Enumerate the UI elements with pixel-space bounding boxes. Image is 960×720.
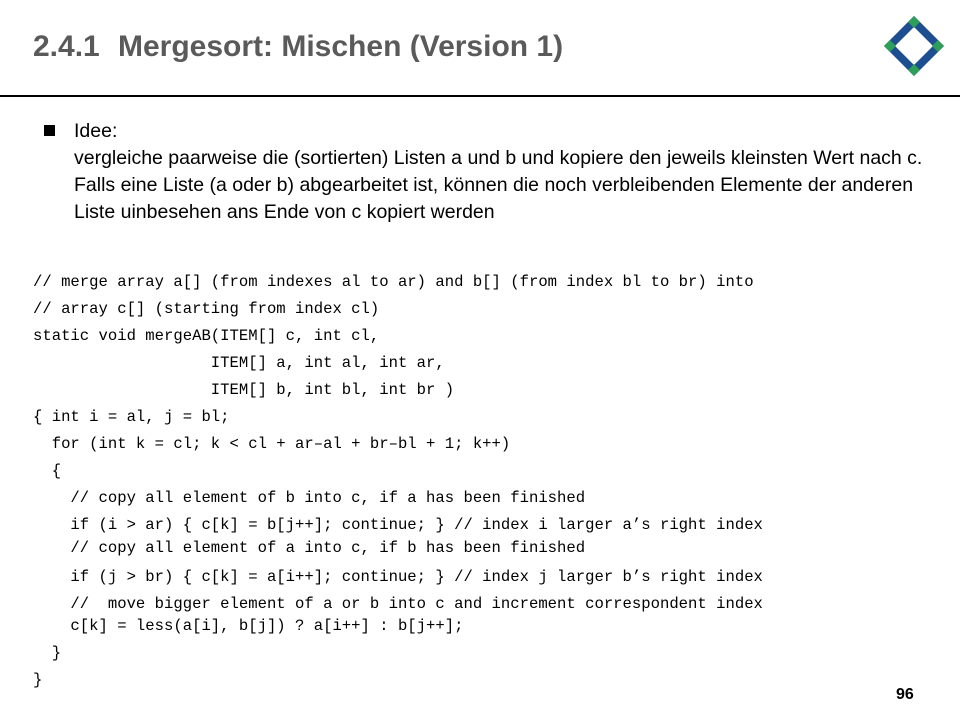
- slide-title: [33, 30, 563, 64]
- code-line: ITEM[] a, int al, int ar,: [33, 354, 445, 372]
- code-line: // move bigger element of a or b into c and increment correspondent index: [33, 595, 763, 613]
- idea-block: [74, 118, 924, 226]
- idea-text: vergleiche paarweise die (sortierten) Listen a und b und kopiere den jeweils kleinsten Wert nach c. Falls eine Liste (a oder b) abgearbeitet ist, können die noch verbleibenden Elemente der anderen Liste uinbesehen ans Ende von c kopiert werden: [74, 147, 923, 223]
- section-title: Mergesort: Mischen (Version 1): [118, 30, 564, 63]
- code-line: }: [33, 671, 43, 689]
- code-line: // copy all element of b into c, if a has been finished: [33, 489, 586, 507]
- section-number: 2.4.1: [33, 30, 100, 63]
- code-line: // copy all element of a into c, if b has been finished: [33, 539, 586, 557]
- code-line: {: [33, 462, 62, 480]
- idea-heading: Idee:: [74, 120, 118, 142]
- code-line: static void mergeAB(ITEM[] c, int cl,: [33, 327, 380, 345]
- bullet-square-icon: [44, 125, 55, 136]
- code-line: }: [33, 644, 62, 662]
- code-line: { int i = al, j = bl;: [33, 408, 230, 426]
- title-divider: [0, 95, 960, 97]
- code-line: if (i > ar) { c[k] = b[j++]; continue; } // index i larger a’s right index: [33, 516, 763, 534]
- code-line: c[k] = less(a[i], b[j]) ? a[i++] : b[j++];: [33, 617, 464, 635]
- code-line: ITEM[] b, int bl, int br ): [33, 381, 455, 399]
- code-line: if (j > br) { c[k] = a[i++]; continue; } // index j larger b’s right index: [33, 568, 763, 586]
- code-line: for (int k = cl; k < cl + ar–al + br–bl + 1; k++): [33, 435, 511, 453]
- page-number: 96: [896, 686, 914, 703]
- code-block: [33, 273, 763, 689]
- code-line: // array c[] (starting from index cl): [33, 300, 380, 318]
- code-line: // merge array a[] (from indexes al to ar) and b[] (from index bl to br) into: [33, 273, 754, 291]
- logo-icon: [882, 14, 946, 78]
